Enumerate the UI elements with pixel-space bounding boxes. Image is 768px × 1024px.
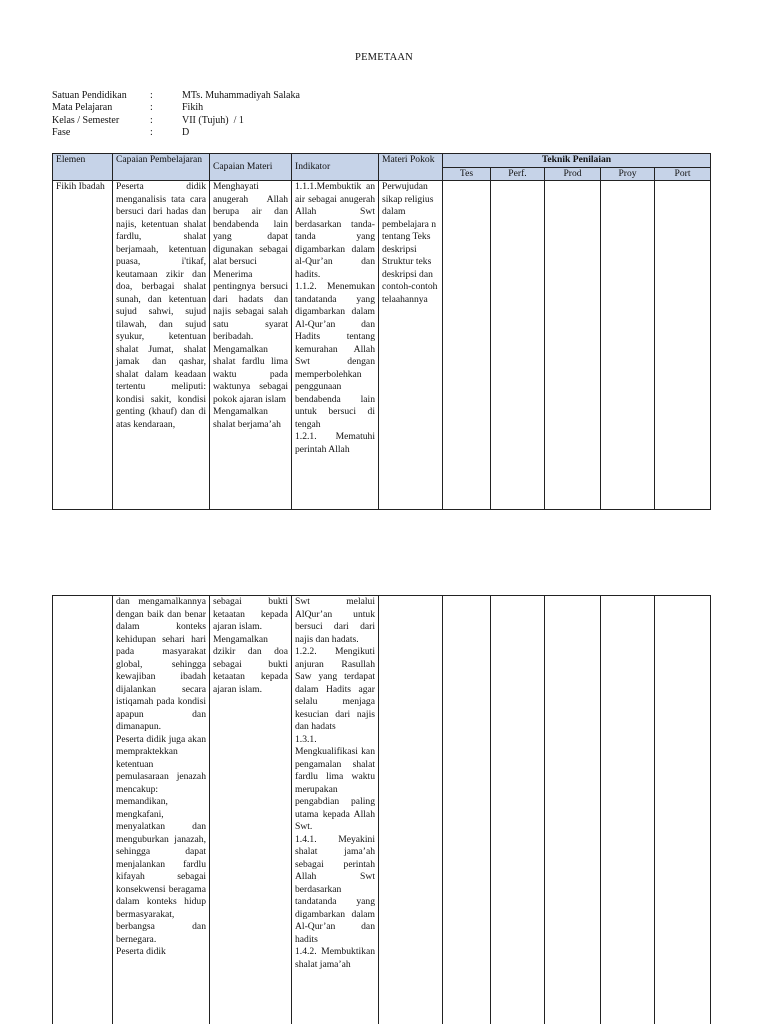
- cell-materi-pokok: Perwujudan sikap religius dalam pembelajara n tentang Teks deskripsi Struktur teks deskripsi dan contoh-contoh telaahannya: [379, 181, 443, 510]
- header-indikator: Indikator: [292, 154, 379, 181]
- cell-port: [655, 181, 711, 510]
- meta-value: VII (Tujuh) / 1: [182, 114, 244, 126]
- meta-label: Satuan Pendidikan: [52, 90, 127, 101]
- cell-tes: [443, 596, 491, 1024]
- cell-capaian-pembelajaran: dan mengamalkannya dengan baik dan benar dalam konteks kehidupan sehari hari pada masyarakat global, sehingga kewajiban ibadah dijalankan secara istiqamah pada kondisi apapun dan dimanapun. Peserta didik juga akan mempraktekkan ketentuan pemulasaraan jenazah mencakup: memandikan, mengkafani, menyalatkan dan menguburkan janazah, sehingga dapat menjalankan fardlu kifayah sebagai konsekwensi beragama dalam konteks hidup bermasyarakat, berbangsa dan bernegara. Peserta didik: [113, 596, 210, 1024]
- meta-colon: :: [150, 126, 153, 138]
- header-capaian-pembelajaran: Capaian Pembelajaran: [113, 154, 210, 181]
- table-row: [53, 596, 711, 1024]
- mapping-table-page1: [52, 153, 711, 510]
- header-tes: Tes: [443, 167, 491, 181]
- header-elemen: Elemen: [53, 154, 113, 181]
- cell-port: [655, 596, 711, 1024]
- cell-materi-pokok: [379, 596, 443, 1024]
- meta-label: Fase: [52, 126, 71, 138]
- cell-elemen: Fikih Ibadah: [53, 181, 113, 510]
- header-perf: Perf.: [491, 167, 545, 181]
- meta-row-satuan: [52, 90, 300, 102]
- meta-value: MTs. Muhammadiyah Salaka: [182, 90, 300, 101]
- cell-indikator: 1.1.1.Membuktik an air sebagai anugerah Allah Swt berdasarkan tanda-tanda yang digambarkan dalam al-Qur’an dan hadits. 1.1.2. Menemukan tandatanda yang digambarkan dalam Al-Qur’an dan Hadits tentang kemurahan Allah Swt dengan memperbolehkan penggunaan bendabenda lain untuk bersuci di tengah 1.2.1. Mematuhi perintah Allah: [292, 181, 379, 510]
- header-teknik-penilaian: Teknik Penilaian: [443, 154, 711, 168]
- header-materi-pokok: Materi Pokok: [379, 154, 443, 181]
- meta-label: Kelas / Semester: [52, 114, 120, 126]
- meta-label: Mata Pelajaran: [52, 102, 113, 114]
- table-header-row: [53, 154, 711, 168]
- header-capaian-materi: Capaian Materi: [210, 154, 292, 181]
- cell-perf: [491, 181, 545, 510]
- meta-colon: :: [150, 102, 153, 114]
- meta-value: Fikih: [182, 102, 204, 114]
- cell-capaian-materi: sebagai bukti ketaatan kepada ajaran islam. Mengamalkan dzikir dan doa sebagai bukti ketaatan kepada ajaran islam.: [210, 596, 292, 1024]
- cell-capaian-pembelajaran: Peserta didik menganalisis tata cara bersuci dari hadas dan najis, ketentuan shalat fardlu, shalat berjamaah, ketentuan puasa, i'tikaf, keutamaan zikir dan doa, berbagai shalat sunah, dan ketentuan sujud sahwi, sujud tilawah, dan sujud syukur, ketentuan shalat Jumat, shalat jamak dan qashar, shalat dalam keadaan tertentu meliputi: kondisi sakit, kondisi genting (khauf) dan di atas kendaraan,: [113, 181, 210, 510]
- cell-capaian-materi: Menghayati anugerah Allah berupa air dan bendabenda lain yang dapat digunakan sebagai alat bersuci Menerima pentingnya bersuci dari hadats dan najis sebagai salah satu syarat beribadah. Mengamalkan shalat fardlu lima waktu pada waktunya sebagai pokok ajaran islam Mengamalkan shalat berjama’ah: [210, 181, 292, 510]
- meta-value: D: [182, 126, 190, 138]
- header-proy: Proy: [601, 167, 655, 181]
- meta-row-mapel: [52, 102, 300, 114]
- header-prod: Prod: [545, 167, 601, 181]
- cell-proy: [601, 596, 655, 1024]
- meta-row-kelas: [52, 115, 300, 127]
- cell-prod: [545, 596, 601, 1024]
- cell-proy: [601, 181, 655, 510]
- identity-block: [52, 90, 300, 139]
- cell-tes: [443, 181, 491, 510]
- meta-colon: :: [150, 114, 153, 126]
- meta-row-fase: [52, 127, 300, 139]
- cell-indikator: Swt melalui AlQur’an untuk bersuci dari dari najis dan hadats. 1.2.2. Mengikuti anjuran Rasullah Saw yang terdapat dalam Hadits agar selalu menjaga kesucian dari najis dan hadats 1.3.1. Mengkualifikasi kan pengamalan shalat fardlu lima waktu merupakan pengabdian paling utama kepada Allah Swt. 1.4.1. Meyakini shalat jama’ah sebagai perintah Allah Swt berdasarkan tandatanda yang digambarkan dalam Al-Qur’an dan hadits 1.4.2. Membuktikan shalat jama’ah: [292, 596, 379, 1024]
- table-row: [53, 181, 711, 510]
- cell-perf: [491, 596, 545, 1024]
- cell-elemen: [53, 596, 113, 1024]
- header-port: Port: [655, 167, 711, 181]
- cell-prod: [545, 181, 601, 510]
- meta-colon: :: [150, 90, 153, 101]
- mapping-table-page2: [52, 595, 711, 1024]
- page-title: PEMETAAN: [355, 52, 413, 63]
